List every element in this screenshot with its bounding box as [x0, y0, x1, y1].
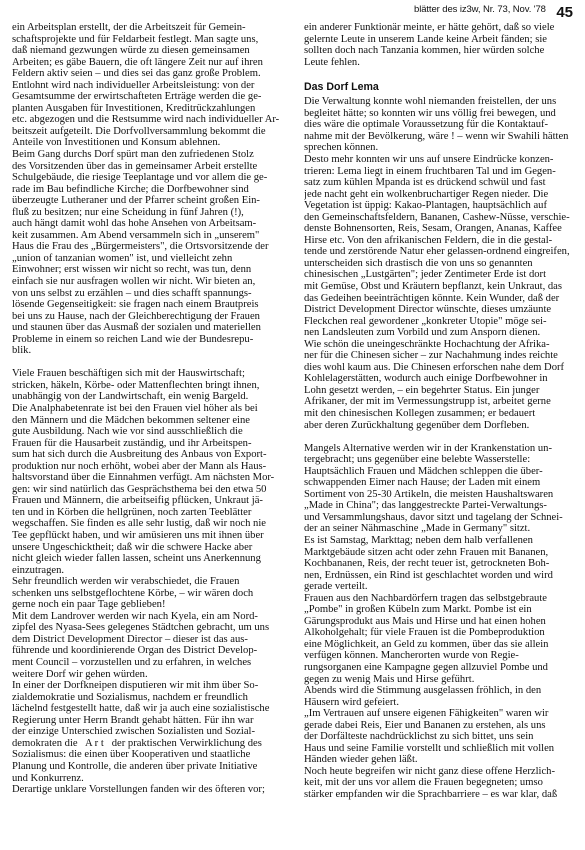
paragraph-gap	[304, 68, 582, 80]
paragraph: ein anderer Funktionär meinte, er hätte gehört, daß so viele gelernte Leute in unserem Lande keine Arbeit fänden; sie sollten doch nach Tanzania kommen, hier würden solche Leute fehlen.	[304, 22, 555, 68]
section-heading: Das Dorf Lema	[304, 80, 379, 93]
right-column	[304, 22, 582, 848]
paragraph: ein Arbeitsplan erstellt, der die Arbeitszeit für Gemein- schaftsprojekte und für Feldarbeit festlegt. Man sagte uns, daß niemand gezwungen würde zu diesen gemeinsamen Arbeiten; es gäbe Bauern, die oft längere Zeit nur auf ihren Feldern aktiv seien – und dies sei das ganz große Problem.	[12, 22, 263, 80]
page-number: 45	[556, 4, 573, 21]
paragraph: Die Verwaltung konnte wohl niemanden freistellen, der uns begleitet hätte; so konnten wir uns völlig frei bewegen, und dies wäre die optimale Voraussetzung für die Kontaktauf- nahme mit der Bevölkerung, wäre ! – wenn wir Swahili hätten sprechen können. Desto mehr konnten wir uns auf unsere Eindrücke konzen- trieren: Lema liegt in einem fruchtbaren Tal und im Gegen- satz zum kühlen Mpanda ist es drückend schwül und fast jede nacht geht ein wolkenbruchartiger Regen nieder. Die Vegetation ist üppig: Kakao-Plantagen, hauptsächlich auf den Gemeinschaftsfeldern, Bananen, Cashew-Nüsse, verschie- denste Bohnensorten, Reis, Sesam, Orangen, Ananas, Kaffee Hirse etc. Von den afrikanischen Feldern, die in die gestal- tende und zerstörende Natur eher gelassen-ordnend eingreifen, unterscheiden sich drastisch die von uns so genannten chinesischen „Lustgärten"; jeder Zentimeter Erde ist dort mit Gemüse, Obst und Kräutern bepflanzt, kein Unkraut, das das Gedeihen beeinträchtigen könnte. Kein Wunder, daß der District Development Director wünschte, dieses umzäunte Fleckchen real gewordener „konkreter Utopie" möge sei- nen Landsleuten zum Vorbild und zum Ansporn dienen. Wie schön die uneingeschränkte Hochachtung der Afrika- ner für die Chinesen sicher – zur Nachahmung indes reichte dies wohl kaum aus. Die Chinesen erforschen nahe dem Dorf Kohlelagerstätten, wodurch auch einige Dorfbewohner in Lohn gesetzt werden, – ein begehrter Status. Ein junger Afrikaner, der mit im Vermessungstrupp ist, arbeitet gerne mit den chinesischen Kollegen zusammen; er bedauert aber deren Zurückhaltung gegenüber dem Dorfleben.	[304, 96, 570, 431]
paragraph-gap	[304, 431, 582, 443]
paragraph-gap	[12, 357, 291, 369]
page-header	[300, 4, 573, 22]
paragraph: Viele Frauen beschäftigen sich mit der Hauswirtschaft; stricken, häkeln, Körbe- oder Mattenflechten bringt ihnen, unabhängig von der Landwirtschaft, ein wenig Bargeld. Die Analphabetenrate ist bei den Frauen viel höher als bei den Männern und die Mädchen bekommen seltener eine gute Ausbildung. Nach wie vor sind ausschließlich die Frauen für die Hausarbeit zuständig, und ihr Arbeitspen- sum hat sich durch die Ausbreitung des Anbaus von Export- produktion nur noch erhöht, wobei aber der Mann als Haus- haltsvorstand über die Einnahmen verfügt. Am nächsten Mor- gen: wir sind natürlich das Gesprächsthema bei den etwa 50 Frauen und Männern, die arbeitseifig pflücken, Unkraut jä- ten und in Körben die hellgrünen, noch zarten Teeblätter wegschaffen. Sie finden es alle sehr lustig, daß wir noch nie Tee gepflückt haben, und wir amüsieren uns mit ihnen über unsere Ungeschicktheit; daß wir die schwere Hacke aber nicht gleich wieder fallen lassen, scheint uns Anerkennung einzutragen. Sehr freundlich werden wir verabschiedet, die Frauen schenken uns selbstgeflochtene Körbe, – wir wären doch gerne noch ein paar Tage geblieben! Mit dem Landrover werden wir nach Kyela, ein am Nord- zipfel des Nyasa-Sees gelegenes Städtchen gebracht, um uns dem District Development Director – dieser ist das aus- führende und koordinierende Organ des District Develop- ment Council – vorzustellen und zu erfahren, in welches weitere Dorf wir gehen würden. In einer der Dorfkneipen disputieren wir mit ihm über So- zialdemokratie und Sozialismus, nachdem er freundlich lächelnd festgestellt hatte, daß wir ja auch eine sozialistische Regierung unter Herrn Brandt gehabt hätten. Für ihn war der einzige Unterschied zwischen Sozialisten und Sozial- demokraten die A r t der praktischen Verwirklichung des Sozialismus: die einen über Kooperativen und staatliche Planung und Kontrolle, die anderen über private Initiative und Konkurrenz. Derartige unklare Vorstellungen fanden wir des öfteren vor;	[12, 368, 275, 796]
running-title: blätter des iz3w, Nr. 73, Nov. '78	[414, 4, 546, 15]
paragraph: Entlohnt wird nach individueller Arbeitsleistung: von der Gesamtsumme der erwirtschafteten Erträge werden die ge- planten Ausgaben für Investitionen, Kreditrückzahlungen etc. abgezogen und die Restsumme wird nach individueller Ar- beitszeit aufgeteilt. Die Dorfvollversammlung bekommt die Anteile von Investitionen und Konsum ablehnen. Beim Gang durchs Dorf spürt man den zufriedenen Stolz des Vorsitzenden über das in gemeinsamer Arbeit erstellte Schulgebäude, die riesige Teeplantage und vor allem die ge- rade im Bau befindliche Kirche; die Dorfbewohner sind überzeugte Lutheraner und der Pfarrer scheint großen Ein- fluß zu besitzen; nur eine Scheidung in fünf Jahren (!), auch hängt damit wohl das hohe Ansehen von Arbeitsam- keit zusammen. Am Abend versammeln sich in „unserem" Haus die Frau des „Bürgermeisters", die Ortsvorsitzende der „union of tanzanian women" ist, und vielleicht zehn Einwohner; erst wissen wir nicht so recht, was tun, denn einfach sie nur ausfragen wollen wir nicht. Wir bieten an, von uns selbst zu erzählen – und dies schafft spannungs- lösende Gegenseitigkeit: sie fragen nach einem Brautpreis bei uns zu Hause, nach der Gleichberechtigung der Frauen und staunen über das Ausmaß der sozialen und materiellen Probleme in einem so reichen Land wie der Bundesrepu- blik.	[12, 79, 280, 357]
left-column	[12, 22, 291, 848]
paragraph: Mangels Alternative werden wir in der Krankenstation un- tergebracht; uns gegenüber eine belebte Wasserstelle: Hauptsächlich Frauen und Mädchen schleppen die über- schwappenden Eimer nach Hause; der Laden mit einem Sortiment von 25-30 Artikeln, die meisten Haushaltswaren „Made in China"; das langgestreckte Partei-Verwaltungs- und Versammlungshaus, davor sitzt und tagelang der Schnei- der an seiner Nähmaschine „Made in Germany" sitzt. Es ist Samstag, Markttag; neben dem halb verfallenen Marktgebäude sitzen acht oder zehn Frauen mit Bananen, Kochbananen, Reis, der recht teuer ist, getrockneten Boh- nen, Erdnüssen, ein Rind ist geschlachtet worden und wird gerade verteilt. Frauen aus den Nachbardörfern tragen das selbstgebraute „Pombe" in großen Kübeln zum Markt. Pombe ist ein Gärungsprodukt aus Mais und Hirse und hat einen hohen Alkoholgehalt; für viele Frauen ist die Pombeproduktion eine Möglichkeit, an Geld zu kommen, über das sie allein verfügen können. Mancherorten wurde von Regie- rungsorganen eine Kampagne gegen allzuviel Pombe und gegen zu wenig Mais und Hirse geführt. Abends wird die Stimmung ausgelassen fröhlich, in den Häusern wird gefeiert. „Im Vertrauen auf unsere eigenen Fähigkeiten" waren wir gerade dabei Reis, Eier und Bananen zu erstehen, als uns der Dorfälteste nachdrücklichst zu sich bittet, uns sein Haus und seine Familie vorstellt und schließlich mit vollen Händen wieder gehen läßt. Noch heute begreifen wir nicht ganz diese offene Herzlich- keit, mit der uns vor allem die Frauen begegneten; umso stärker empfanden wir die Sprachbarriere – es war klar, daß	[304, 442, 563, 800]
